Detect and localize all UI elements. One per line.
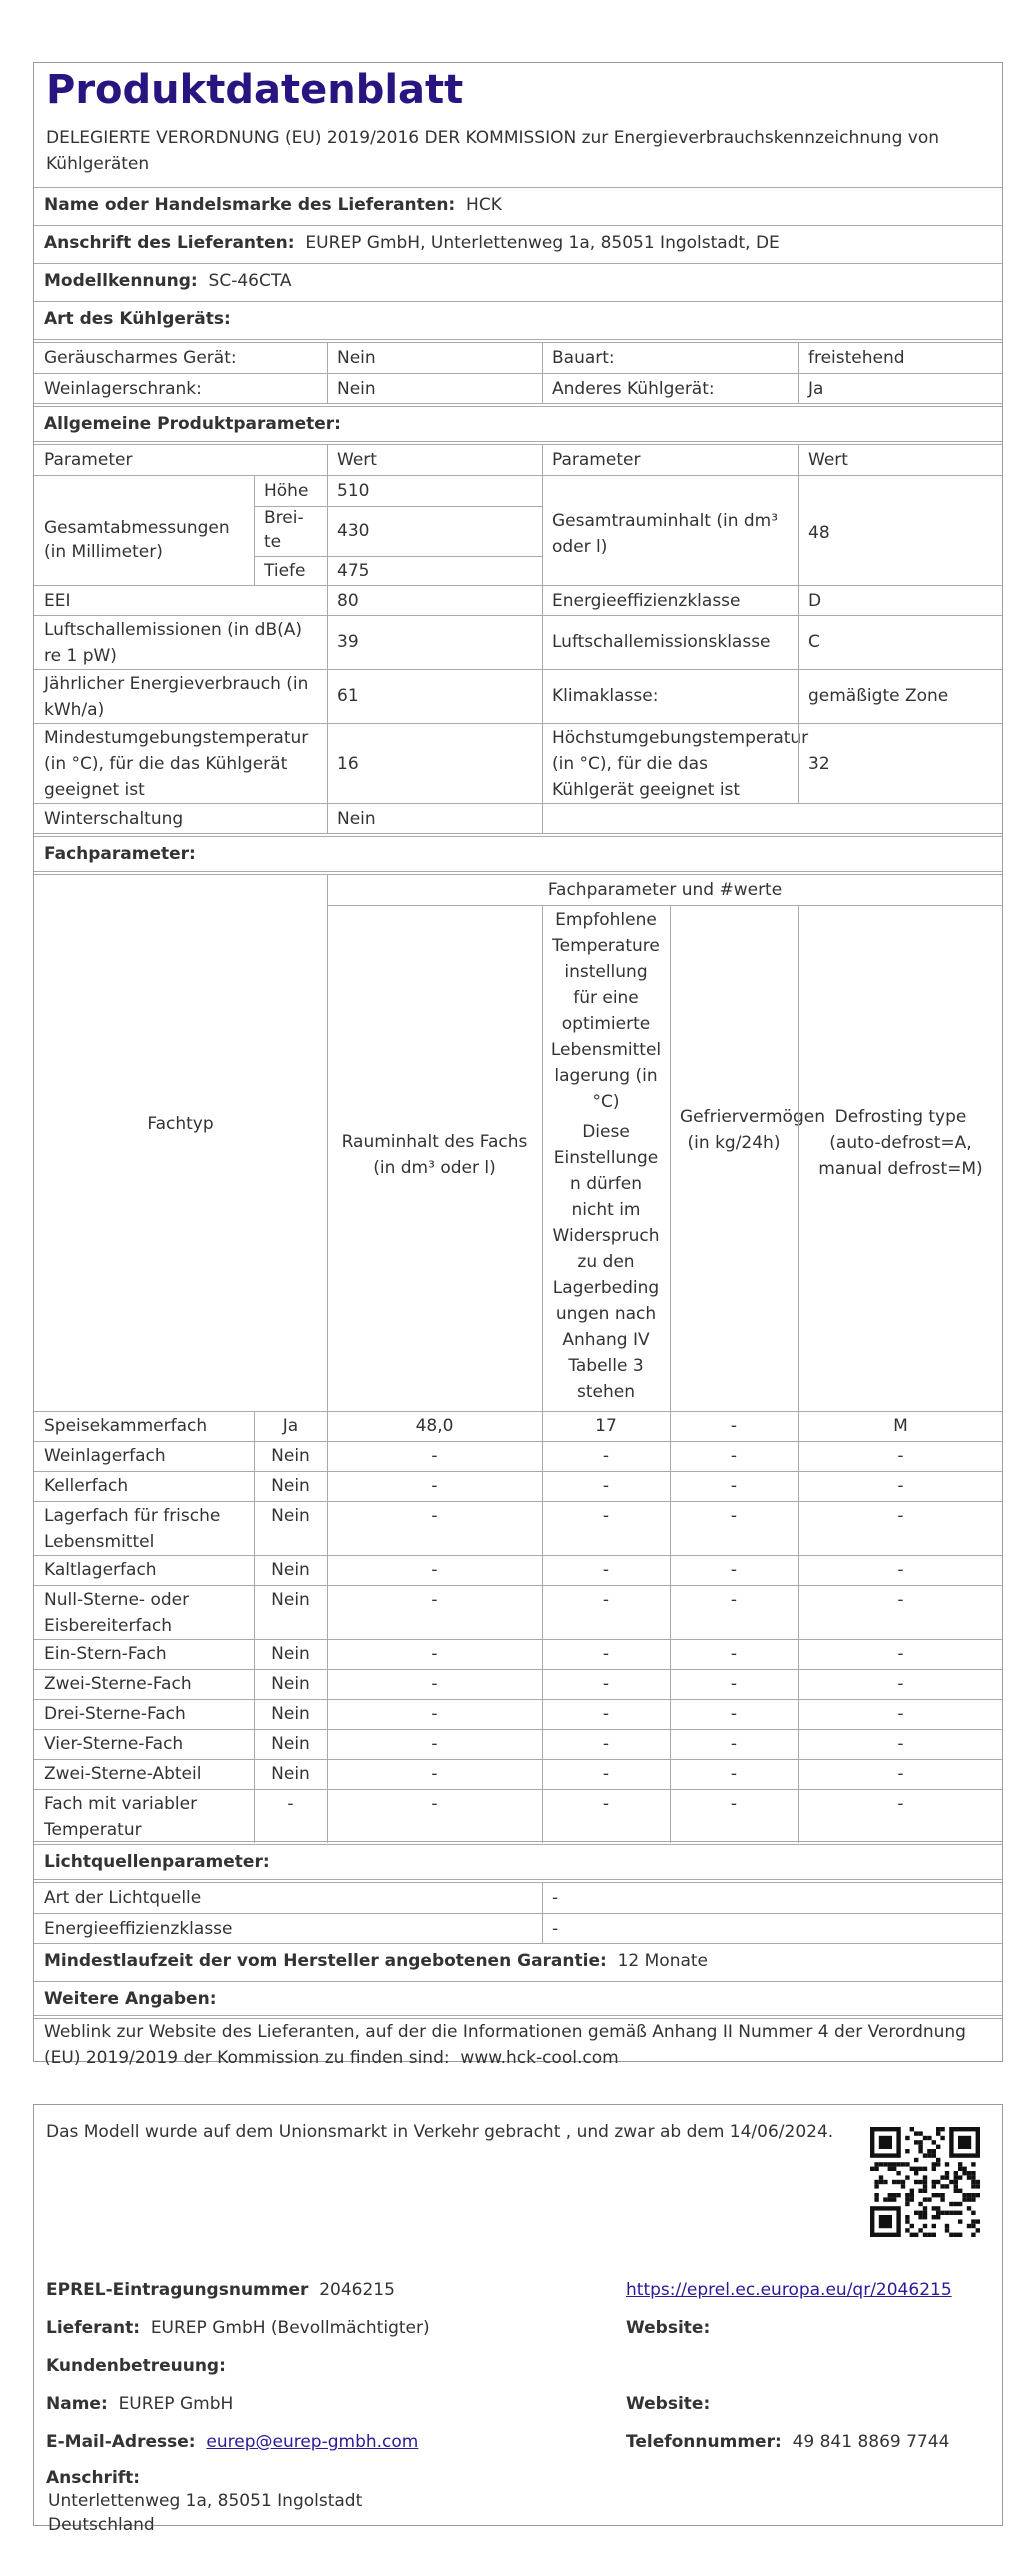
further-info-row (34, 2019, 1002, 2068)
energy-label: Jährlicher Energieverbrauch (in kWh/a) (44, 674, 309, 720)
compartment-freeze: - (730, 1734, 738, 1754)
noise-class-value: C (808, 632, 820, 652)
compartment-name: Speisekammerfach (44, 1416, 208, 1436)
max-temp-value: 32 (808, 754, 830, 774)
noise-row (34, 615, 1002, 669)
col-group-header: Fachparameter und #werte (547, 880, 783, 900)
compartment-volume: - (431, 1644, 438, 1664)
width-value: 430 (337, 521, 370, 541)
max-temp-label: Höchstumgebungstemperatur (in °C), für die das Kühlgerät geeignet ist (552, 728, 809, 800)
compartment-defrost: - (897, 1506, 904, 1526)
compartment-row (34, 1669, 1002, 1699)
design-label: Bauart: (552, 348, 615, 368)
noise-label: Luftschallemissionen (in dB(A) re 1 pW) (44, 620, 303, 666)
compartment-name: Vier-Sterne-Fach (44, 1734, 184, 1754)
compartment-defrost: - (897, 1704, 904, 1724)
supplier-name-label: Name oder Handelsmarke des Lieferanten: (44, 195, 456, 215)
volume-label: Gesamtrauminhalt (in dm³ oder l) (552, 511, 779, 557)
eei-value: 80 (337, 591, 359, 611)
compartment-defrost: - (897, 1764, 904, 1784)
noise-class-label: Luftschallemissionsklasse (552, 632, 771, 652)
energy-class-label: Energieeffizienzklasse (552, 591, 741, 611)
supplier-address-row (34, 225, 1002, 263)
design-value: freistehend (808, 348, 905, 368)
compartment-name: Lagerfach für frische Lebensmittel (44, 1506, 221, 1552)
type-heading-row (34, 301, 1002, 339)
compartment-freeze: - (730, 1506, 738, 1526)
col-defrost: Defrosting type (auto-defrost=A, manual defrost=M) (818, 1107, 983, 1179)
compartment-freeze: - (730, 1644, 738, 1664)
dimensions-row (34, 475, 1002, 585)
phone-number: 49 841 8869 7744 (792, 2432, 950, 2452)
compartment-volume: - (431, 1560, 438, 1580)
low-noise-label: Geräuscharmes Gerät: (44, 348, 237, 368)
compartment-freeze: - (730, 1416, 738, 1436)
page-title: Produktdatenblatt (46, 67, 464, 113)
compartment-defrost: - (897, 1560, 904, 1580)
warranty-value: 12 Monate (617, 1951, 709, 1971)
compartments-heading-row (34, 837, 1002, 871)
type-row-1 (34, 343, 1002, 373)
light-class-row (34, 1913, 1002, 1943)
winter-row (34, 803, 1002, 833)
compartment-name: Weinlagerfach (44, 1446, 166, 1466)
dimensions-label: Gesamtabmessungen (in Millimeter) (44, 518, 230, 562)
compartment-present: Nein (271, 1704, 310, 1724)
supplier-weblink[interactable]: www.hck-cool.com (460, 2048, 619, 2068)
service-name: EUREP GmbH (118, 2394, 234, 2414)
warranty-label: Mindestlaufzeit der vom Hersteller angebotenen Garantie: (44, 1951, 607, 1971)
further-text: Weblink zur Website des Lieferanten, auf der die Informationen gemäß Anhang II Nummer 4 der Verordnung (EU) 2019/2019 der Kommission zu finden sind: (44, 2022, 966, 2068)
col-parameter-2: Parameter (552, 450, 641, 470)
eei-row (34, 585, 1002, 615)
compartment-defrost: - (897, 1644, 904, 1664)
light-type-label: Art der Lichtquelle (44, 1888, 202, 1908)
compartment-name: Ein-Stern-Fach (44, 1644, 167, 1664)
light-heading: Lichtquellenparameter: (44, 1852, 270, 1872)
compartment-present: Nein (271, 1560, 310, 1580)
general-heading: Allgemeine Produktparameter: (44, 414, 341, 434)
compartment-volume: - (431, 1674, 438, 1694)
type-heading: Art des Kühlgeräts: (44, 309, 231, 329)
compartment-temp: - (602, 1446, 610, 1466)
compartment-temp: - (602, 1734, 610, 1754)
supplier-name: HCK (466, 195, 502, 215)
compartments-header (34, 875, 1002, 1411)
climate-value: gemäßigte Zone (808, 686, 949, 706)
supplier-address-label: Anschrift des Lieferanten: (44, 233, 295, 253)
compartment-row (34, 1639, 1002, 1669)
compartment-volume: - (431, 1794, 438, 1814)
col-compartment-type: Fachtyp (147, 1114, 214, 1134)
light-type-value: - (552, 1888, 559, 1908)
eei-label: EEI (44, 591, 71, 611)
compartment-freeze: - (730, 1704, 738, 1724)
compartment-present: Nein (271, 1764, 310, 1784)
model-row (34, 263, 1002, 301)
supplier-value: EUREP GmbH (Bevollmächtigter) (150, 2318, 430, 2338)
compartment-freeze: - (730, 1794, 738, 1814)
light-heading-row (34, 1845, 1002, 1879)
compartment-freeze: - (730, 1560, 738, 1580)
compartment-freeze: - (730, 1590, 738, 1610)
compartment-present: - (287, 1794, 294, 1814)
compartment-volume: - (431, 1506, 438, 1526)
compartment-temp: - (602, 1476, 610, 1496)
compartment-freeze: - (730, 1764, 738, 1784)
compartment-present: Nein (271, 1506, 310, 1526)
email-label: E-Mail-Adresse: (46, 2432, 196, 2452)
website-label: Website: (626, 2318, 711, 2338)
col-temp-text-b: Diese Einstellungen dürfen nicht im Widerspruch zu den Lagerbedingungen nach Anhang IV Tabelle 3 stehen (552, 1122, 660, 1402)
qr-code-icon (870, 2127, 980, 2237)
compartment-name: Zwei-Sterne-Abteil (44, 1764, 202, 1784)
depth-label: Tiefe (264, 561, 306, 581)
compartment-volume: 48,0 (415, 1416, 454, 1436)
col-freeze: Gefriervermögen (in kg/24h) (680, 1107, 825, 1153)
compartment-row (34, 1471, 1002, 1501)
market-date-text: Das Modell wurde auf dem Unionsmarkt in Verkehr gebracht , und zwar ab dem 14/06/2024. (46, 2122, 834, 2142)
compartment-present: Ja (282, 1416, 299, 1436)
compartment-temp: - (602, 1590, 610, 1610)
service-name-label: Name: (46, 2394, 108, 2414)
customer-service-label: Kundenbetreuung: (46, 2356, 226, 2376)
compartment-volume: - (431, 1476, 438, 1496)
light-class-label: Energieeffizienzklasse (44, 1919, 233, 1939)
compartment-defrost: - (897, 1590, 904, 1610)
compartment-defrost: - (897, 1794, 904, 1814)
min-temp-label: Mindestumgebungstemperatur (in °C), für die das Kühlgerät geeignet ist (44, 728, 309, 800)
col-parameter: Parameter (44, 450, 133, 470)
compartment-row (34, 1441, 1002, 1471)
col-temperature (542, 905, 670, 1407)
compartment-row (34, 1699, 1002, 1729)
address-label: Anschrift: (46, 2468, 141, 2488)
compartment-freeze: - (730, 1446, 738, 1466)
energy-value: 61 (337, 686, 359, 706)
compartment-volume: - (431, 1446, 438, 1466)
compartment-temp: - (602, 1506, 610, 1526)
supplier-label: Lieferant: (46, 2318, 140, 2338)
compartment-row (34, 1555, 1002, 1585)
compartment-row (34, 1501, 1002, 1555)
model-label: Modellkennung: (44, 271, 198, 291)
energy-class-value: D (808, 591, 822, 611)
low-noise-value: Nein (337, 348, 376, 368)
light-type-row (34, 1883, 1002, 1913)
col-value: Wert (337, 450, 377, 470)
compartment-defrost: M (893, 1416, 908, 1436)
compartment-row (34, 1585, 1002, 1639)
other-appliance-label: Anderes Kühlgerät: (552, 379, 715, 399)
compartment-name: Kellerfach (44, 1476, 129, 1496)
general-header-row (34, 445, 1002, 475)
wine-cabinet-label: Weinlagerschrank: (44, 379, 202, 399)
compartment-present: Nein (271, 1644, 310, 1664)
compartment-present: Nein (271, 1734, 310, 1754)
compartment-freeze: - (730, 1476, 738, 1496)
product-data-sheet (33, 62, 1003, 2068)
height-value: 510 (337, 481, 370, 501)
height-label: Höhe (264, 481, 309, 501)
service-website-label: Website: (626, 2394, 711, 2414)
further-heading: Weitere Angaben: (44, 1989, 217, 2009)
regulation-text: DELEGIERTE VERORDNUNG (EU) 2019/2016 DER KOMMISSION zur Energieverbrauchskennzeichnung von Kühlgeräten (46, 128, 940, 174)
compartment-row (34, 1759, 1002, 1789)
eprel-link[interactable]: https://eprel.ec.europa.eu/qr/2046215 (626, 2280, 952, 2300)
compartment-name: Zwei-Sterne-Fach (44, 1674, 192, 1694)
volume-value: 48 (808, 523, 830, 543)
compartment-volume: - (431, 1734, 438, 1754)
compartment-present: Nein (271, 1446, 310, 1466)
compartment-present: Nein (271, 1476, 310, 1496)
compartment-temp: - (602, 1764, 610, 1784)
temp-row (34, 723, 1002, 803)
energy-row (34, 669, 1002, 723)
eprel-number: 2046215 (319, 2280, 395, 2300)
compartment-temp: - (602, 1560, 610, 1580)
noise-value: 39 (337, 632, 359, 652)
col-volume: Rauminhalt des Fachs (in dm³ oder l) (341, 1132, 528, 1178)
min-temp-value: 16 (337, 754, 359, 774)
address-line-2: Deutschland (48, 2515, 155, 2535)
general-heading-row (34, 407, 1002, 441)
market-info-box (33, 2104, 1003, 2535)
compartment-name: Drei-Sterne-Fach (44, 1704, 186, 1724)
width-label: Brei-te (264, 508, 304, 552)
other-appliance-value: Ja (808, 379, 824, 399)
email-link[interactable]: eurep@eurep-gmbh.com (206, 2432, 419, 2452)
climate-label: Klimaklasse: (552, 686, 659, 706)
further-heading-row (34, 1981, 1002, 2015)
compartment-volume: - (431, 1704, 438, 1724)
compartment-name: Kaltlagerfach (44, 1560, 157, 1580)
compartment-defrost: - (897, 1476, 904, 1496)
compartment-name: Fach mit variabler Temperatur (44, 1794, 198, 1840)
compartment-temp: - (602, 1794, 610, 1814)
compartment-defrost: - (897, 1734, 904, 1754)
compartment-temp: - (602, 1674, 610, 1694)
compartment-freeze: - (730, 1674, 738, 1694)
eprel-label: EPREL-Eintragungsnummer (46, 2280, 309, 2300)
address-line-1: Unterlettenweg 1a, 85051 Ingolstadt (48, 2491, 363, 2511)
compartment-row (34, 1411, 1002, 1441)
supplier-name-row (34, 187, 1002, 225)
wine-cabinet-value: Nein (337, 379, 376, 399)
compartment-present: Nein (271, 1674, 310, 1694)
depth-value: 475 (337, 561, 370, 581)
compartment-present: Nein (271, 1590, 310, 1610)
compartment-row (34, 1789, 1002, 1843)
compartment-volume: - (431, 1590, 438, 1610)
type-row-2 (34, 373, 1002, 403)
col-value-2: Wert (808, 450, 848, 470)
supplier-address: EUREP GmbH, Unterlettenweg 1a, 85051 Ingolstadt, DE (305, 233, 780, 253)
warranty-row (34, 1943, 1002, 1981)
light-class-value: - (552, 1919, 559, 1939)
winter-label: Winterschaltung (44, 809, 184, 829)
compartment-defrost: - (897, 1674, 904, 1694)
compartment-name: Null-Sterne- oder Eisbereiterfach (44, 1590, 190, 1636)
compartment-temp: - (602, 1704, 610, 1724)
compartments-heading: Fachparameter: (44, 844, 196, 864)
compartment-defrost: - (897, 1446, 904, 1466)
compartment-temp: - (602, 1644, 610, 1664)
col-temp-text-a: Empfohlene Temperatureinstellung für eine optimierte Lebensmittellagerung (in °C) (550, 910, 662, 1112)
phone-label: Telefonnummer: (626, 2432, 782, 2452)
winter-value: Nein (337, 809, 376, 829)
model-id: SC-46CTA (208, 271, 292, 291)
compartment-temp: 17 (595, 1416, 617, 1436)
compartment-row (34, 1729, 1002, 1759)
compartment-volume: - (431, 1764, 438, 1784)
